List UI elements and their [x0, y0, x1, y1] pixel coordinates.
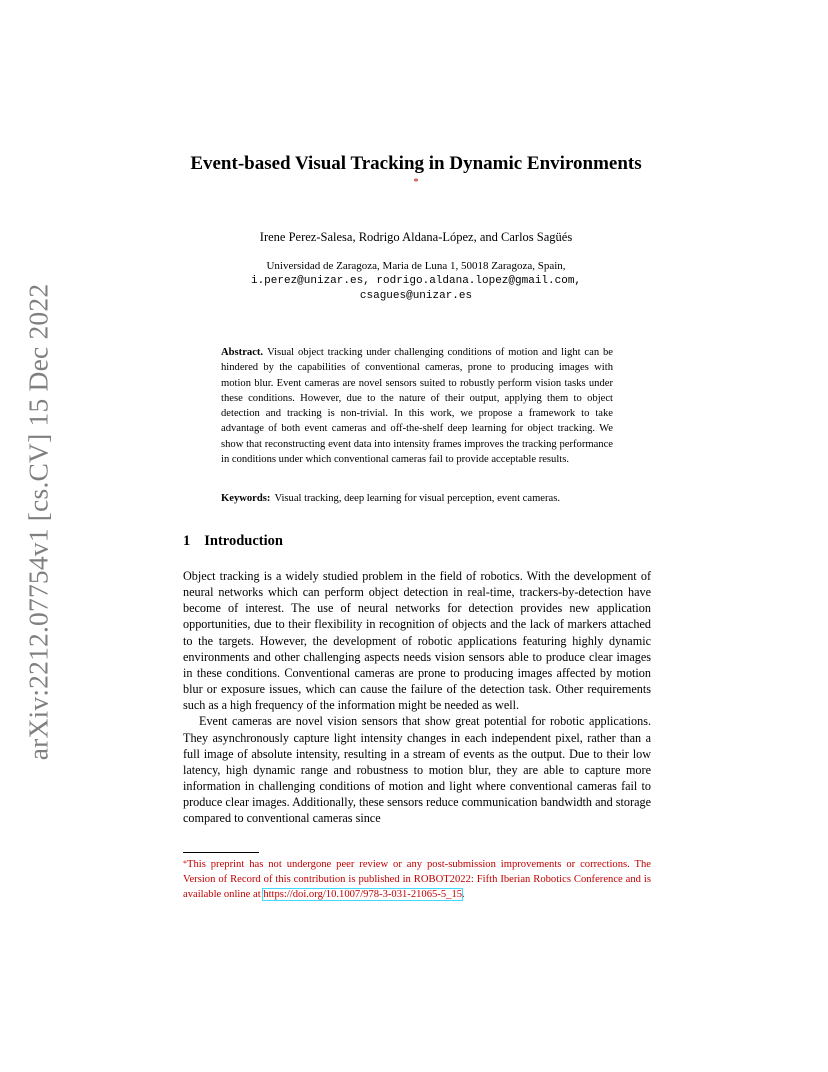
title-footnote-marker[interactable]: *: [413, 177, 419, 188]
footnote-divider: [183, 852, 259, 853]
section-heading: [183, 533, 283, 550]
author-emails: i.perez@unizar.es, rodrigo.aldana.lopez@gmail.com,: [250, 275, 582, 287]
abstract-text: Visual object tracking under challenging conditions of motion and light can be hindered by the capabilities of conventional cameras, prone to producing images with motion blur. Event cameras are novel sensors suited to robustly perform vision tasks under these conditions. However, due to the nature of their output, applying them to object detection and tracking is non-trivial. In this work, we propose a framework to take advantage of both event cameras and off-the-shelf deep learning for object tracking. We show that reconstructing event data into intensity frames improves the tracking performance in conditions under which conventional cameras fail to provide acceptable results.: [221, 347, 613, 466]
body-paragraph: Event cameras are novel vision sensors that show great potential for robotic applications. They asynchronously capture light intensity changes in each independent pixel, rather than a full image of absolute intensity, resulting in a stream of events as the output. Due to their low latency, high dynamic range and robustness to motion blur, they are able to capture more information in challenging conditions of motion and light where conventional cameras fail to produce clear images. Additionally, these sensors reduce communication bandwidth and storage compared to conventional cameras since: [183, 714, 651, 826]
abstract-label: Abstract.: [221, 347, 264, 358]
doi-link[interactable]: https://doi.org/10.1007/978-3-031-21065-5_15: [263, 889, 463, 901]
abstract: [221, 345, 613, 467]
section-title: Introduction: [204, 533, 283, 549]
footnote-marker: *: [183, 859, 187, 868]
section-body: [183, 568, 651, 827]
footnote-text: This preprint has not undergone peer review or any post-submission improvements or corrections. The Version of Record of this contribution is published in ROBOT2022: Fifth Iberian Robotics Conference and is available online at: [183, 859, 651, 901]
paper-title: Event-based Visual Tracking in Dynamic Environments: [190, 153, 642, 174]
institution: Universidad de Zaragoza, Maria de Luna 1, 50018 Zaragoza, Spain,: [266, 260, 566, 272]
keywords-label: Keywords:: [221, 493, 271, 504]
author-emails-continued: csagues@unizar.es: [359, 290, 473, 302]
section-number: 1: [183, 533, 191, 549]
author-list: Irene Perez-Salesa, Rodrigo Aldana-López, and Carlos Sagüés: [259, 230, 573, 244]
keywords: [221, 491, 613, 506]
arxiv-stamp: [14, 282, 62, 762]
footnote: [183, 857, 651, 903]
keywords-text: Visual tracking, deep learning for visual perception, event cameras.: [274, 493, 561, 504]
affiliation-block: [150, 259, 682, 304]
footnote-end: .: [462, 889, 465, 901]
body-paragraph: Object tracking is a widely studied problem in the field of robotics. With the development of neural networks which can perform object detection in real-time, trackers-by-detection have become of interest. The use of neural networks for detection provides new application opportunities, due to their flexibility in recognition of objects and the lack of markers attached to the targets. However, the development of robotic applications featuring highly dynamic environments and other challenging aspects needs vision sensors able to produce clear images in these conditions. Conventional cameras are prone to producing images affected by motion blur or exposure issues, which can cause the failure of the detection task. Other requirements such as a high frequency of the information might be needed as well.: [183, 569, 651, 713]
arxiv-identifier: arXiv:2212.07754v1 [cs.CV] 15 Dec 2022: [22, 283, 53, 761]
